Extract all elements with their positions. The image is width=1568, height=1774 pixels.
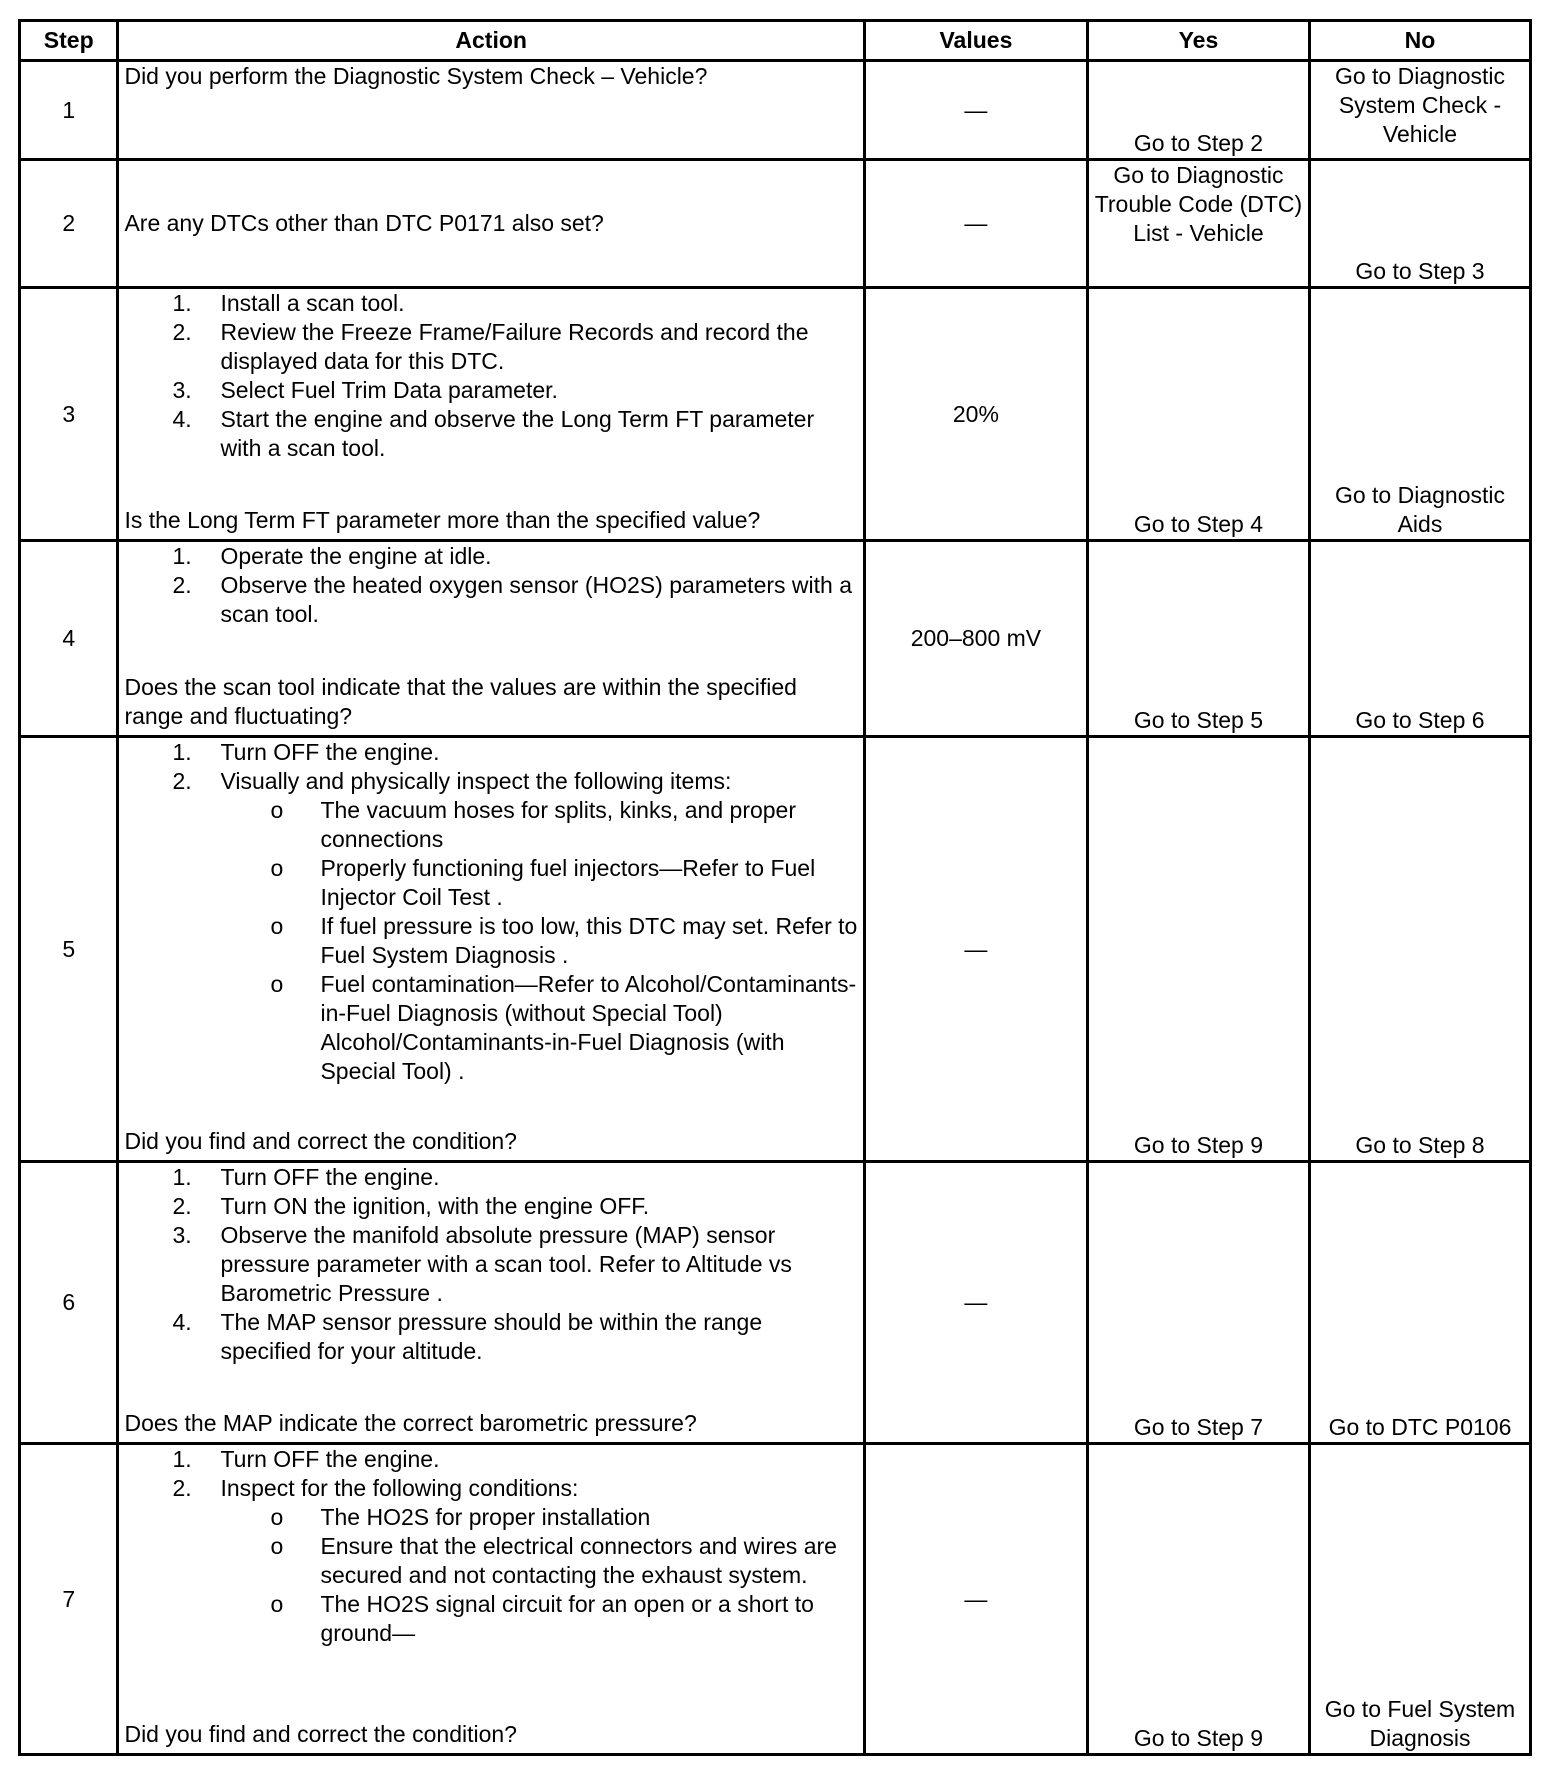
list-item: 2. Turn ON the ignition, with the engine OFF.	[172, 1193, 650, 1219]
action-cell	[118, 160, 864, 288]
list-item: o The HO2S for proper installation	[270, 1504, 651, 1530]
no-cell: Go to Diagnostic System Check - Vehicle	[1309, 61, 1530, 160]
list-item: 2. Observe the heated oxygen sensor (HO2S) parameters with a scan tool.	[172, 572, 852, 627]
table-row	[20, 1162, 1531, 1444]
action-cell	[118, 737, 864, 1162]
list-item: o If fuel pressure is too low, this DTC may set. Refer to Fuel System Diagnosis .	[270, 913, 858, 968]
action-question: Are any DTCs other than DTC P0171 also set?	[124, 210, 604, 236]
value-cell: 200–800 mV	[864, 541, 1087, 737]
action-question: Did you find and correct the condition?	[124, 1721, 517, 1747]
action-steps	[124, 542, 857, 629]
yes-cell: Go to Step 2	[1087, 61, 1309, 160]
header-action: Action	[118, 21, 864, 61]
step-number: 2	[20, 160, 118, 288]
yes-cell: Go to Step 9	[1087, 1444, 1309, 1755]
no-cell: Go to Fuel System Diagnosis	[1309, 1444, 1530, 1755]
header-no: No	[1309, 21, 1530, 61]
header-step: Step	[20, 21, 118, 61]
list-item: 4. Start the engine and observe the Long Term FT parameter with a scan tool.	[172, 406, 815, 461]
no-cell: Go to Diagnostic Aids	[1309, 288, 1530, 541]
list-item: o Properly functioning fuel injectors—Refer to Fuel Injector Coil Test .	[270, 855, 816, 910]
yes-cell: Go to Step 9	[1087, 737, 1309, 1162]
action-steps	[124, 738, 857, 796]
header-row	[20, 21, 1531, 61]
action-question: Is the Long Term FT parameter more than the specified value?	[124, 507, 761, 533]
step-number: 5	[20, 737, 118, 1162]
table-row	[20, 541, 1531, 737]
table-row	[20, 1444, 1531, 1755]
action-cell	[118, 541, 864, 737]
yes-cell: Go to Step 4	[1087, 288, 1309, 541]
action-cell	[118, 61, 864, 160]
header-values: Values	[864, 21, 1087, 61]
value-cell: —	[864, 61, 1087, 160]
list-item: o Ensure that the electrical connectors and wires are secured and not contacting the exhaust system.	[270, 1533, 837, 1588]
no-cell: Go to Step 8	[1309, 737, 1530, 1162]
action-question: Did you find and correct the condition?	[124, 1128, 517, 1154]
list-item: 4. The MAP sensor pressure should be within the range specified for your altitude.	[172, 1309, 763, 1364]
list-item: 2. Inspect for the following conditions:	[172, 1475, 579, 1501]
list-item: 1. Operate the engine at idle.	[172, 543, 492, 569]
no-cell: Go to DTC P0106	[1309, 1162, 1530, 1444]
list-item: o Fuel contamination—Refer to Alcohol/Contaminants-in-Fuel Diagnosis (without Special Tool) Alcohol/Contaminants-in-Fuel Diagnosis (with Special Tool) .	[270, 971, 857, 1084]
value-cell: 20%	[864, 288, 1087, 541]
table-row	[20, 160, 1531, 288]
value-cell: —	[864, 1444, 1087, 1755]
list-item: 3. Select Fuel Trim Data parameter.	[172, 377, 558, 403]
list-item: 3. Observe the manifold absolute pressure (MAP) sensor pressure parameter with a scan tool. Refer to Altitude vs Barometric Pressure .	[172, 1222, 792, 1306]
no-cell: Go to Step 3	[1309, 160, 1530, 288]
action-question: Does the scan tool indicate that the values are within the specified range and fluctuating?	[124, 674, 797, 729]
list-item: o The vacuum hoses for splits, kinks, and proper connections	[270, 797, 797, 852]
step-number: 6	[20, 1162, 118, 1444]
list-item: 1. Turn OFF the engine.	[172, 739, 440, 765]
table-row	[20, 61, 1531, 160]
list-item: 2. Visually and physically inspect the following items:	[172, 768, 732, 794]
action-steps	[124, 1445, 857, 1503]
action-steps	[124, 289, 857, 463]
list-item: 1. Install a scan tool.	[172, 290, 405, 316]
value-cell: —	[864, 737, 1087, 1162]
list-item: o The HO2S signal circuit for an open or a short to ground—	[270, 1591, 814, 1646]
list-item: 2. Review the Freeze Frame/Failure Records and record the displayed data for this DTC.	[172, 319, 809, 374]
inspection-items	[124, 796, 857, 1086]
inspection-items	[124, 1503, 857, 1648]
no-cell: Go to Step 6	[1309, 541, 1530, 737]
value-cell: —	[864, 1162, 1087, 1444]
step-number: 3	[20, 288, 118, 541]
action-question: Did you perform the Diagnostic System Check – Vehicle?	[124, 63, 708, 89]
list-item: 1. Turn OFF the engine.	[172, 1164, 440, 1190]
step-number: 1	[20, 61, 118, 160]
action-cell	[118, 1444, 864, 1755]
yes-cell: Go to Step 5	[1087, 541, 1309, 737]
header-yes: Yes	[1087, 21, 1309, 61]
value-cell: —	[864, 160, 1087, 288]
action-question: Does the MAP indicate the correct barometric pressure?	[124, 1410, 697, 1436]
table-row	[20, 288, 1531, 541]
yes-cell: Go to Step 7	[1087, 1162, 1309, 1444]
yes-cell: Go to Diagnostic Trouble Code (DTC) List - Vehicle	[1087, 160, 1309, 288]
list-item: 1. Turn OFF the engine.	[172, 1446, 440, 1472]
action-steps	[124, 1163, 857, 1366]
step-number: 7	[20, 1444, 118, 1755]
table-row	[20, 737, 1531, 1162]
action-cell	[118, 288, 864, 541]
action-cell	[118, 1162, 864, 1444]
diagnostic-table	[18, 19, 1532, 1756]
step-number: 4	[20, 541, 118, 737]
